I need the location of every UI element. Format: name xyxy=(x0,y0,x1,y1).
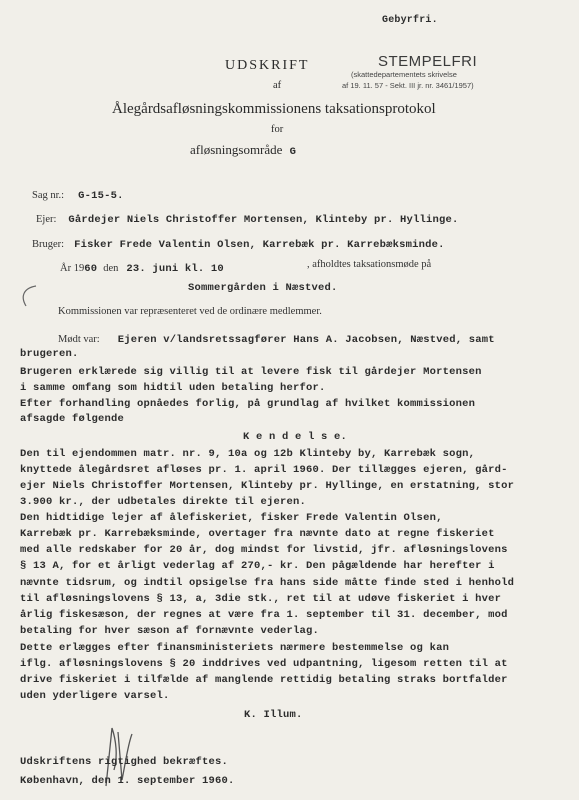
body-line: afsagde følgende xyxy=(20,413,125,425)
stamp-title: STEMPELFRI xyxy=(378,53,478,70)
body-line: i samme omfang som hidtil uden betaling herfor. xyxy=(20,382,326,394)
body-line: uden yderligere varsel. xyxy=(20,690,170,702)
title-protocol: Ålegårdsafløsningskommissionens taksationsprotokol xyxy=(112,101,436,117)
body-line: drive fiskeriet i tilfælde af manglende rettidig betaling straks bortfalder xyxy=(20,674,508,686)
meeting-place: Sommergården i Næstved. xyxy=(188,282,338,294)
body-line: årlig fiskesæson, der regnes at være fra 1. september til 31. december, mod xyxy=(20,609,508,621)
body-line: Den hidtidige lejer af ålefiskeriet, fisker Frede Valentin Olsen, xyxy=(20,512,443,524)
date-suffix: , afholdtes taksationsmøde på xyxy=(307,259,432,270)
case-number-value: G-15-5. xyxy=(78,190,124,202)
body-line: iflg. afløsningslovens § 20 inddrives ved udpantning, ligesom retten til at xyxy=(20,658,508,670)
date-prefix: År 19 xyxy=(60,263,85,274)
owner-label: Ejer: xyxy=(36,214,57,225)
title-af: af xyxy=(273,80,282,91)
stamp-line-1: (skattedepartementets skrivelse xyxy=(351,70,457,79)
case-number-row xyxy=(32,185,124,203)
case-number-label: Sag nr.: xyxy=(32,190,65,201)
title-area-label: afløsningsområde xyxy=(190,142,283,157)
title-area-value: G xyxy=(289,146,297,158)
body-line: brugeren. xyxy=(20,348,79,360)
body-line: Brugeren erklærede sig villig til at levere fisk til gårdejer Mortensen xyxy=(20,366,482,378)
date-den: den xyxy=(103,263,119,274)
user-value: Fisker Frede Valentin Olsen, Karrebæk pr. Karrebæksminde. xyxy=(74,239,445,251)
margin-mark xyxy=(14,282,38,312)
meeting-date-row xyxy=(60,258,224,276)
body-line: knyttede ålegårdsret afløses pr. 1. april 1960. Der tillægges ejeren, gård- xyxy=(20,464,508,476)
title-udskrift: UDSKRIFT xyxy=(225,58,310,73)
user-label: Bruger: xyxy=(32,239,65,250)
date-year: 60 xyxy=(84,263,98,275)
body-line: Dette erlægges efter finansministeriets nærmere bestemmelse og kan xyxy=(20,642,450,654)
present-row xyxy=(58,329,495,347)
owner-row xyxy=(36,209,458,227)
date-value: 23. juni kl. 10 xyxy=(126,263,224,275)
body-line: nævnte tidsrum, og indtil opsigelse fra hans side måtte finde sted i henhold xyxy=(20,577,515,589)
signature-name: K. Illum. xyxy=(244,709,303,721)
title-for: for xyxy=(271,124,284,135)
stamp-line-2: af 19. 11. 57 - Sekt. III jr. nr. 3461/1957) xyxy=(342,81,474,90)
body-line: 3.900 kr., der udbetales direkte til ejeren. xyxy=(20,496,307,508)
owner-value: Gårdejer Niels Christoffer Mortensen, Klinteby pr. Hyllinge. xyxy=(68,214,459,226)
body-line: til afløsningslovens § 13, a, 3die stk., ret til at udøve fiskeriet i hver xyxy=(20,593,502,605)
certification-place-date: København, den 1. september 1960. xyxy=(20,775,235,787)
ruling-heading: K e n d e l s e. xyxy=(243,431,348,443)
fee-note: Gebyrfri. xyxy=(382,15,438,26)
body-line: § 13 A, for et årligt vederlag af 270,- kr. Den pågældende har herefter i xyxy=(20,560,495,572)
body-line: med alle redskaber for 20 år, dog mindst for livstid, jfr. afløsningslovens xyxy=(20,544,508,556)
user-row xyxy=(32,234,445,252)
present-label: Mødt var: xyxy=(58,334,100,345)
body-line: Efter forhandling opnåedes forlig, på grundlag af hvilket kommissionen xyxy=(20,398,476,410)
title-area xyxy=(190,142,296,158)
commission-note: Kommissionen var repræsenteret ved de ordinære medlemmer. xyxy=(58,306,322,317)
present-value: Ejeren v/landsretssagfører Hans A. Jacobsen, Næstved, samt xyxy=(117,334,495,346)
certification-line: Udskriftens rigtighed bekræftes. xyxy=(20,756,229,768)
body-line: Den til ejendommen matr. nr. 9, 10a og 12b Klinteby by, Karrebæk sogn, xyxy=(20,448,476,460)
body-line: Karrebæk pr. Karrebæksminde, overtager fra nævnte dato at regne fiskeriet xyxy=(20,528,495,540)
body-line: betaling for hver sæson af fornævnte vederlag. xyxy=(20,625,320,637)
body-line: ejer Niels Christoffer Mortensen, Klinteby pr. Hyllinge, en erstatning, stor xyxy=(20,480,515,492)
